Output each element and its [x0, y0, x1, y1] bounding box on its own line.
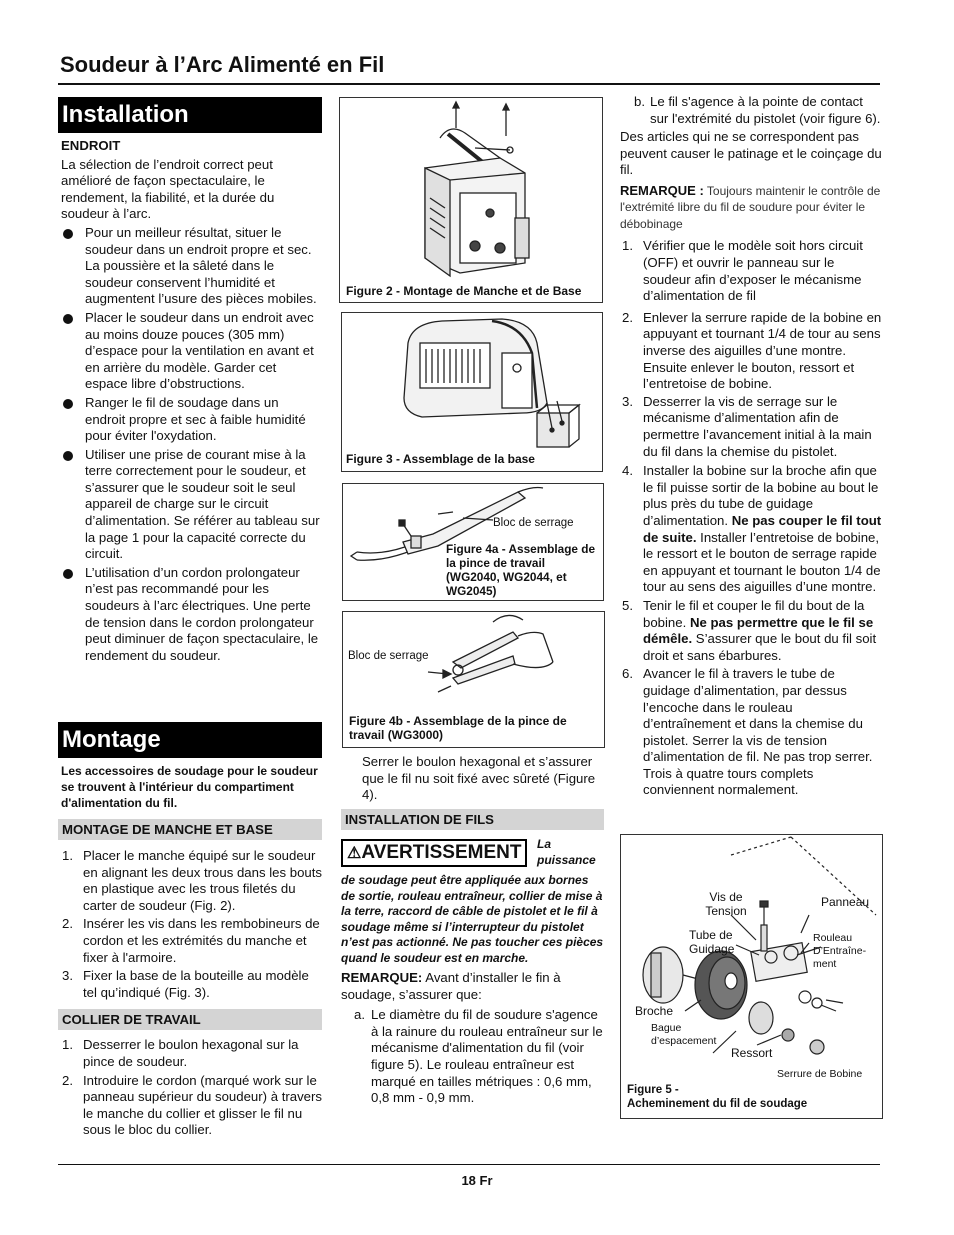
welder-base-illustration: [342, 313, 602, 453]
figure-3-caption: Figure 3 - Assemblage de la base: [346, 452, 535, 466]
right-column: [620, 94, 882, 799]
warning-triangle-icon: ⚠: [347, 845, 362, 862]
bullet-icon: [63, 399, 73, 409]
list-item: 3. Fixer la base de la bouteille au modèle tel qu’indiqué (Fig. 3).: [62, 968, 309, 1000]
list-item: b. Le fil s'agence à la pointe de contact sur l'extrémité du pistolet (voir figure 6).: [634, 94, 881, 126]
collier-step-3: Serrer le boulon hexagonal et s’assurer que le fil nu soit fixé avec sûreté (Figure 4).: [362, 754, 596, 803]
list-item: 1. Placer le manche équipé sur le soudeur en alignant les deux trous dans les bouts en plastique avec les trous filetés du carter de soudeur (Fig. 2).: [62, 848, 322, 913]
page-number: 18 Fr: [461, 1173, 493, 1188]
warning-lead: La puissance: [537, 837, 596, 867]
list-item: Pour un meilleur résultat, situer le soudeur dans un endroit propre et sec. La poussière et la sâleté dans le soudeur conservent l’humidité et augmentent l’usure des pièces mobiles.: [61, 225, 322, 308]
list-item: Ranger le fil de soudage dans un endroit propre et sec à faible humidité pour éviter l'oxydation.: [61, 395, 322, 445]
figure-2: [339, 97, 603, 303]
bullet-icon: [63, 314, 73, 324]
list-item: 2. Introduire le cordon (marqué work sur le panneau supérieur du soudeur) à travers le manche du collier et glisser le fil nu sous le bloc du collier.: [62, 1072, 322, 1138]
wire-steps: [620, 238, 882, 799]
figure-3: [341, 312, 603, 472]
figure-5-caption: Figure 5 - Acheminement du fil de soudage: [627, 1084, 808, 1110]
warning-block: [341, 837, 604, 1107]
bullet-icon: [63, 229, 73, 239]
fig5-label-ressort: Ressort: [731, 1046, 773, 1060]
manche-title: MONTAGE DE MANCHE ET BASE: [58, 819, 322, 840]
left-column: [58, 97, 322, 664]
installation-heading: Installation: [58, 97, 322, 133]
figure-5: [620, 834, 883, 1119]
remarque-2: REMARQUE : Toujours maintenir le contrôle de l'extrémité libre du fil de soudure pour éviter le débobinage: [620, 182, 881, 231]
mismatch-note: Des articles qui ne se correspondent pas peuvent causer le patinage et le coinçage du fil.: [620, 129, 882, 178]
list-item: Utiliser une prise de courant mise à la terre correctement pour le soudeur, et s’assurer que le soudeur soit le seul appareil de charge sur le circuit d’alimentation. Se référer au tableau sur la page 1 pour la capacité correcte du circuit.: [61, 447, 322, 563]
warning-text: de soudage peut être appliquée aux bornes de sortie, rouleau entraîneur, collier de mise à la terre, raccord de câble de pistolet et le fil à soudage même si l’interrupteur du pistolet n’est pas actionné. Ne pas toucher ces pièces quand le soudeur est en marche.: [341, 873, 604, 965]
list-item: 3. Desserrer la vis de serrage sur le mécanisme d’alimentation afin de permettre l’avancement initial à la main du fil dans la chemise du pistolet.: [622, 393, 872, 459]
figure-4b: [342, 611, 605, 748]
bullet-icon: [63, 451, 73, 461]
list-item: a. Le diamètre du fil de soudure s'agence à la rainure du rouleau entraîneur sur le mécanisme d'alimentation du fil (voir figure 5). Le rouleau entraîneur est marqué en tailles métriques : 0,6 mm, 0,8 mm - 0,9 mm.: [354, 1007, 603, 1106]
list-item: 5. Tenir le fil et couper le fil du bout de la bobine. Ne pas permettre que le fil se démêle. S’assurer que le bout du fil soit droit et sans ébarbures.: [622, 597, 877, 663]
list-item: 4. Installer la bobine sur la broche afin que le fil puisse sortir de la bobine au bout le plus près du tube de guidage d’alimentation. Ne pas couper le fil tout de suite. Installer l’entretoise de bobine, le ressort et le bouton de serrage rapide en appuyant et tournant le bouton 1/4 de tour au sens des aiguilles d’une montre.: [622, 463, 882, 595]
figure-2-caption: Figure 2 - Montage de Manche et de Base: [346, 284, 582, 298]
fig4a-label: Bloc de serrage: [493, 517, 574, 529]
fils-title: INSTALLATION DE FILS: [341, 809, 604, 830]
fig5-label-bague: Bague d’espacement: [651, 1022, 717, 1047]
fig5-label-vis: Vis de Tension: [705, 890, 747, 918]
top-rule: [58, 83, 880, 85]
montage-note: Les accessoires de soudage pour le soudeur se trouvent à l'intérieur du compartiment d'alimentation du fil.: [61, 764, 318, 810]
fig5-label-panneau: Panneau: [821, 895, 870, 909]
warning-badge: ⚠AVERTISSEMENT: [341, 839, 527, 867]
endroit-bullets: [58, 225, 322, 664]
figure-4a-caption: Figure 4a - Assemblage de la pince de travail (WG2040, WG2044, et WG2045): [446, 542, 596, 598]
list-item: L’utilisation d’un cordon prolongateur n’est pas recommandé pour les soudeurs à l’arc électriques. Une perte de tension dans le cordon prolongateur peut diminuer de façon spectaculaire, le rendement du soudeur.: [61, 565, 322, 665]
montage-section: [58, 722, 322, 1139]
bottom-rule: [58, 1164, 880, 1165]
collier-steps: [58, 1037, 322, 1139]
list-item: 2. Insérer les vis dans les rembobineurs de cordon et les extrémités du manche et fixer à l'armoire.: [62, 916, 320, 965]
figure-4b-caption: Figure 4b - Assemblage de la pince de travail (WG3000): [349, 714, 567, 742]
list-item: 6. Avancer le fil à travers le tube de guidage d’alimentation, par dessus l’encoche dans le rouleau d’entraînement et dans la chemise du pistolet. Serrer la vis de tension d’alimentation de fil. Ne pas trop serrer. Trois à quatre tours complets conviennent normalement.: [622, 666, 873, 798]
list-item: 2. Enlever la serrure rapide de la bobine en appuyant et tournant 1/4 de tour au sens inverse des aiguilles d’une montre. Ensuite enlever le bouton, ressort et l’entretoise de bobine.: [622, 309, 882, 392]
fig5-label-rouleau: Rouleau D’Entraîne- ment: [813, 932, 867, 970]
fig5-label-tube: Tube de Guidage: [689, 928, 735, 956]
endroit-intro: La sélection de l’endroit correct peut amélioré de façon spectaculaire, le rendement, la fiabilité, et la durée du soudeur à l’arc.: [61, 156, 275, 222]
list-item: 1. Desserrer le boulon hexagonal sur la pince de soudeur.: [62, 1037, 299, 1069]
fig4b-label: Bloc de serrage: [348, 650, 429, 662]
list-item: Placer le soudeur dans un endroit avec au moins douze pouces (305 mm) d’espace pour la ventilation en avant et en arrière du modèle. Garder cet espace libre d’obstructions.: [61, 310, 322, 393]
figure-4a: [342, 483, 604, 601]
montage-heading: Montage: [58, 722, 322, 758]
collier-title: COLLIER DE TRAVAIL: [58, 1009, 322, 1030]
endroit-title: ENDROIT: [61, 138, 121, 153]
welder-handle-illustration: [340, 98, 602, 278]
bullet-icon: [63, 569, 73, 579]
manche-steps: [58, 848, 322, 1001]
remarque-1: REMARQUE: Avant d’installer le fin à soudage, s’assurer que:: [341, 970, 561, 1002]
fig5-label-serrure: Serrure de Bobine: [777, 1068, 863, 1080]
page-title: Soudeur à l’Arc Alimenté en Fil: [60, 52, 385, 77]
list-item: 1. Vérifier que le modèle soit hors circuit (OFF) et ouvrir le panneau sur le soudeur afin d’exposer le mécanisme d’alimentation de fil: [622, 238, 863, 304]
fig5-label-broche: Broche: [635, 1004, 674, 1018]
